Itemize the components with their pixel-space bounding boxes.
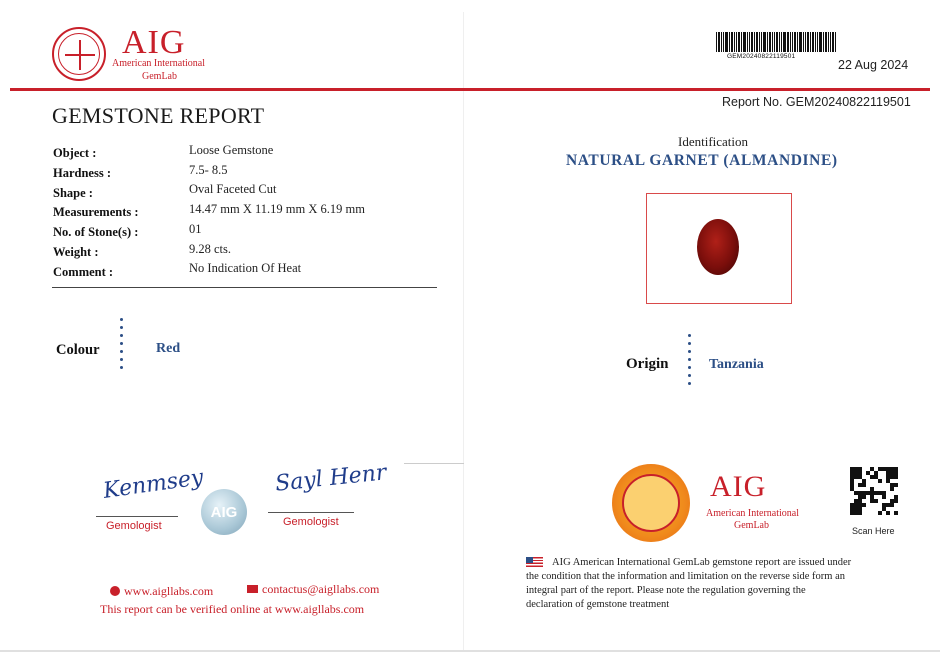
detail-value-weight: 9.28 cts. (189, 242, 232, 256)
mail-icon (247, 585, 258, 593)
detail-value-measurements: 14.47 mm X 11.19 mm X 6.19 mm (189, 202, 365, 216)
gemologist-label-1: Gemologist (106, 520, 162, 532)
identification-label: Identification (678, 134, 749, 149)
globe-icon (110, 586, 120, 596)
header-divider (10, 88, 930, 91)
website-link[interactable] (110, 584, 213, 599)
colour-label: Colour (56, 342, 100, 358)
colour-separator (120, 318, 123, 374)
brand-subtitle-right-line2: GemLab (734, 520, 769, 531)
disclaimer-line-1: AIG American International GemLab gemstone report are issued under (552, 557, 852, 568)
signature-line-2 (268, 512, 354, 513)
gemologist-label-2: Gemologist (283, 516, 339, 528)
us-flag-icon (526, 557, 543, 567)
aig-gold-seal-icon (612, 464, 690, 542)
qr-code-icon[interactable] (850, 467, 898, 515)
detail-label-weight: Weight : (53, 245, 99, 259)
center-fold (463, 12, 464, 652)
origin-label: Origin (626, 356, 669, 372)
detail-value-stones: 01 (189, 222, 202, 236)
gemologist-signature-2: Sayl Henr (273, 460, 388, 497)
disclaimer-line-2: the condition that the information and limitation on the reverse side form an (526, 571, 845, 582)
brand-subtitle-line1: American International (112, 58, 206, 69)
detail-label-object: Object : (53, 146, 97, 160)
disclaimer-line-4: declaration of gemstone treatment (526, 599, 670, 610)
origin-value: Tanzania (709, 357, 764, 372)
detail-label-comment: Comment : (53, 265, 114, 279)
signature-line-1 (96, 516, 178, 517)
brand-subtitle-right-line1: American International (706, 508, 800, 519)
report-number: Report No. GEM20240822119501 (722, 95, 911, 109)
details-divider (52, 287, 437, 288)
origin-separator (688, 334, 691, 390)
colour-value: Red (156, 341, 181, 356)
detail-label-measurements: Measurements : (53, 205, 139, 219)
detail-value-comment: No Indication Of Heat (189, 261, 302, 275)
aig-logo-seal-icon (52, 27, 106, 81)
detail-value-hardness: 7.5- 8.5 (189, 163, 228, 177)
gemstone-image (697, 219, 739, 275)
hologram-seal: AIG (201, 489, 247, 535)
barcode-icon (716, 32, 838, 52)
detail-value-object: Loose Gemstone (189, 143, 274, 157)
qr-label: Scan Here (852, 526, 895, 536)
page-title: GEMSTONE REPORT (52, 103, 265, 128)
mid-divider (404, 463, 464, 464)
verify-text: This report can be verified online at www.aigllabs.com (100, 602, 365, 616)
detail-label-stones: No. of Stone(s) : (53, 225, 139, 239)
bottom-divider (0, 650, 940, 652)
brand-name-right: AIG (710, 470, 767, 503)
email-link[interactable] (247, 582, 379, 597)
email-text: contactus@aigllabs.com (262, 582, 380, 596)
gemologist-signature-1: Kenmsey (101, 465, 205, 504)
brand-name: AIG (122, 24, 186, 61)
identification-value: NATURAL GARNET (ALMANDINE) (566, 152, 838, 169)
detail-label-shape: Shape : (53, 186, 93, 200)
report-date: 22 Aug 2024 (838, 58, 909, 72)
website-text: www.aigllabs.com (124, 584, 214, 598)
brand-subtitle-line2: GemLab (142, 71, 177, 82)
detail-value-shape: Oval Faceted Cut (189, 182, 277, 196)
detail-label-hardness: Hardness : (53, 166, 111, 180)
disclaimer-line-3: integral part of the report. Please note the regulation governing the (526, 585, 806, 596)
barcode-number: GEM20240822119501 (727, 53, 796, 60)
